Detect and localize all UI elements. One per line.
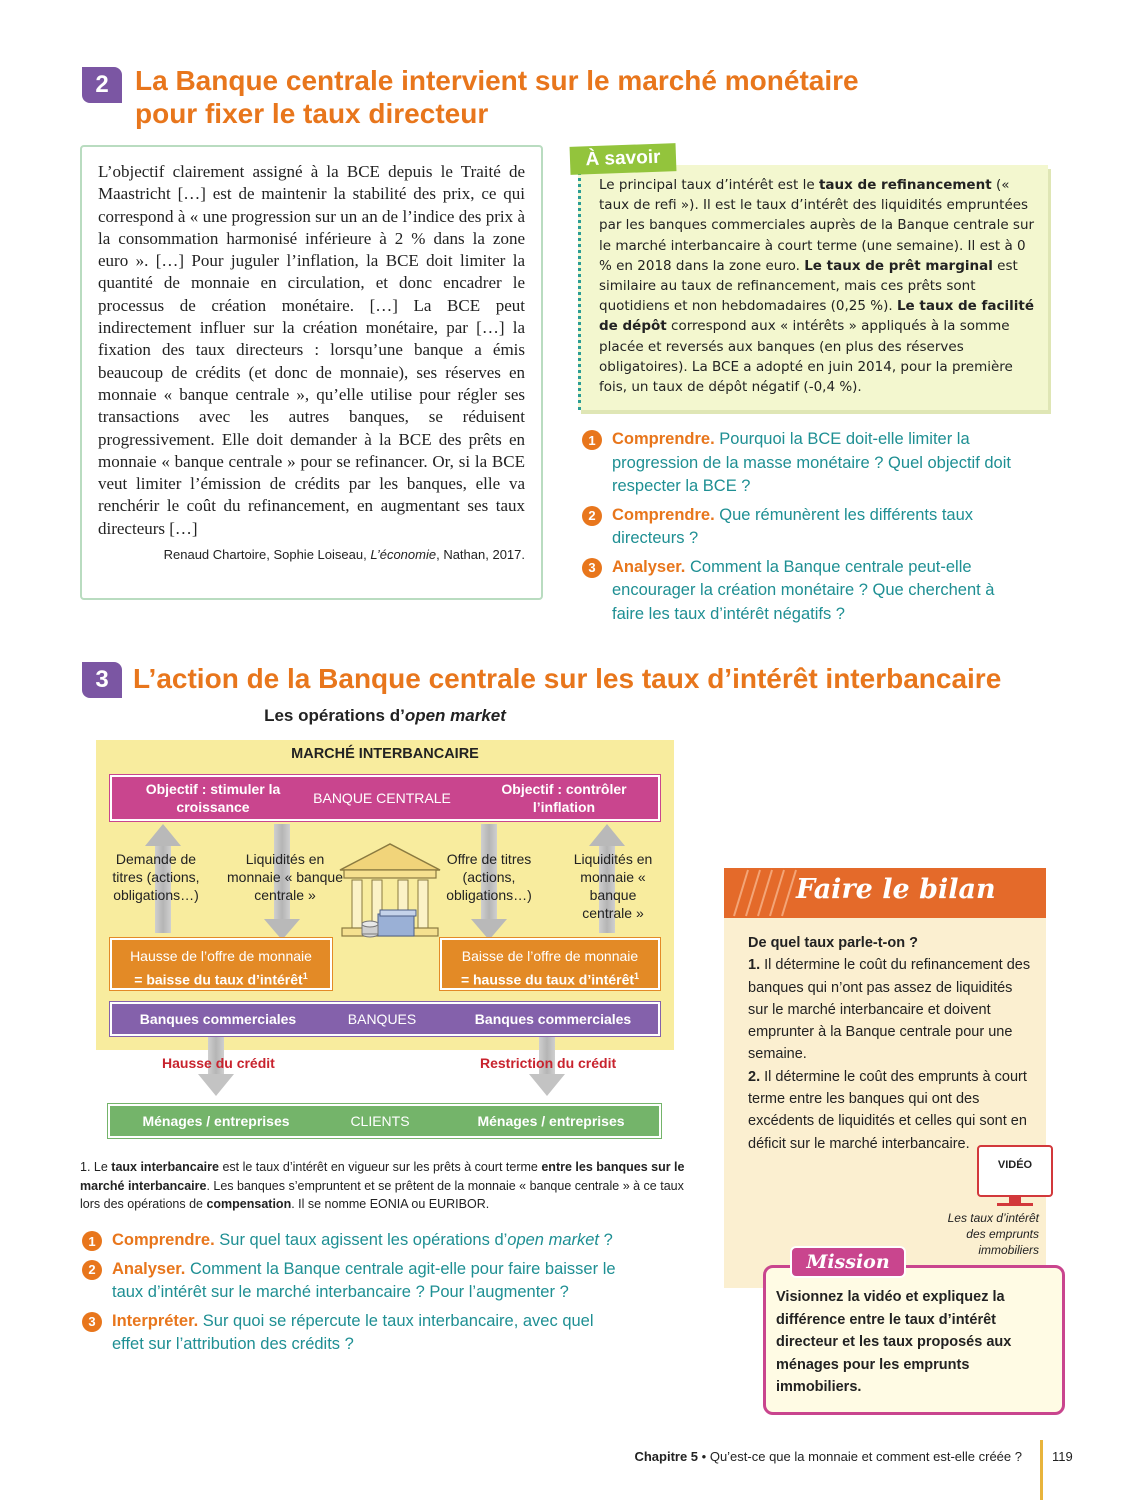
orange-box-right: Baisse de l’offre de monnaie = hausse du taux d’intérêt$^1$: [440, 938, 660, 990]
objective-left: Objectif : stimuler la croissance: [145, 781, 281, 815]
question-item: 2 Comprendre. Que rémunèrent les différents taux directeurs ?: [582, 504, 1012, 551]
banks-right: Banques commerciales: [474, 1011, 632, 1027]
credit-up-label: Hausse du crédit: [162, 1055, 275, 1071]
bank-building-icon: [340, 844, 440, 937]
question-item: 3 Interpréter. Sur quoi se répercute le taux interbancaire, avec quel effet sur l’attribution des crédits ?: [82, 1310, 627, 1357]
question-number: 2: [82, 1260, 102, 1280]
mission-box: [763, 1265, 1065, 1415]
mission-text: Visionnez la vidéo et expliquez la différence entre le taux d’intérêt directeur et les taux proposés aux ménages pour les emprunts immobiliers.: [776, 1289, 1012, 1395]
section-2-title-line1: La Banque centrale intervient sur le marché monétaire: [135, 65, 859, 96]
question-number: 3: [82, 1312, 102, 1332]
questions-section-2: [582, 428, 1012, 631]
source-publisher: , Nathan, 2017.: [436, 547, 525, 563]
orange-box-left: Hausse de l’offre de monnaie = baisse du taux d’intérêt$^1$: [110, 938, 332, 990]
arrow-label-liquidites-left: Liquidités en monnaie « banque centrale »: [227, 851, 343, 903]
bilan-text: De quel taux parle-t-on ? 1. Il détermine le coût du refinancement des banques qui n’ont pas assez de liquidités sur le marché interbancaire et doivent emprunter à la Banque centrale pour une semaine. 2. Il détermine le coût des emprunts à court terme entre les banques qui ont des excédents de liquidités et celles qui sont en déficit sur le marché interbancaire.: [748, 935, 1031, 1152]
credit-down-label: Restriction du crédit: [480, 1055, 617, 1071]
clients-left: Ménages / entreprises: [142, 1113, 290, 1129]
arrow-label-offre: Offre de titres (actions, obligations…): [446, 851, 532, 903]
monitor-base-icon: [997, 1203, 1033, 1206]
question-item: 1 Comprendre. Pourquoi la BCE doit-elle limiter la progression de la masse monétaire ? Quel objectif doit respecter la BCE ?: [582, 428, 1012, 499]
clients-bar: [108, 1104, 661, 1138]
question-item: 1 Comprendre. Sur quel taux agissent les opérations d’open market ?: [82, 1229, 627, 1253]
video-label: VIDÉO: [997, 1159, 1033, 1171]
banks-left: Banques commerciales: [139, 1011, 297, 1027]
source-authors: Renaud Chartoire, Sophie Loiseau,: [163, 547, 371, 563]
market-label: MARCHÉ INTERBANCAIRE: [291, 746, 479, 762]
bilan-title: Faire le bilan: [796, 874, 996, 905]
banque-centrale-bar: [110, 775, 660, 821]
a-savoir-text: Le principal taux d’intérêt est le taux de refinancement (« taux de refi »). Il est le taux d’intérêt des liquidités empruntées par les banques commerciales auprès de la Banque centrale sur le marché interbancaire à court terme (une semaine). Il est à 0 % en 2018 dans la zone euro. Le taux de prêt marginal est similaire au taux de refinancement, mais ces prêts sont quotidiens et non hebdomadaires (0,25 %). Le taux de facilité de dépôt correspond aux « intérêts » appliqués à la somme placée et reversés aux banques (en plus des réserves obligatoires). La BCE a adopté en juin 2014, pour la première fois, un taux de dépôt négatif (-0,4 %).: [599, 177, 1035, 396]
objective-right: Objectif : contrôler l’inflation: [501, 781, 627, 815]
mission-tag: Mission: [790, 1246, 906, 1278]
question-item: 3 Analyser. Comment la Banque centrale peut-elle encourager la création monétaire ? Que cherchent à faire les taux d’intérêt négatifs ?: [582, 556, 1012, 627]
questions-section-3: [82, 1229, 627, 1362]
a-savoir-box: [578, 165, 1048, 410]
clients-center: CLIENTS: [350, 1113, 410, 1129]
arrow-label-liquidites-right: Liquidités en monnaie « banque centrale »: [573, 851, 653, 921]
section-2-title: [135, 64, 895, 130]
question-number: 1: [582, 430, 602, 450]
footnote: 1. Le taux interbancaire est le taux d’intérêt en vigueur sur les prêts à court terme entre les banques sur le marché interbancaire. Les banques s’empruntent et se prêtent de la monnaie « banque centrale » à ce taux lors des opérations de compensation. Il se nomme EONIA ou EURIBOR.: [80, 1160, 685, 1211]
banks-center: BANQUES: [347, 1011, 417, 1027]
arrow-label-demande: Demande de titres (actions, obligations…): [112, 851, 200, 903]
banque-centrale-label: BANQUE CENTRALE: [313, 790, 451, 806]
diagram-title: Les opérations d’open market: [264, 706, 506, 725]
document-source: [98, 547, 525, 562]
section-2-title-line2: pour fixer le taux directeur: [135, 98, 489, 129]
section-2-number: 2: [82, 67, 122, 103]
question-number: 3: [582, 558, 602, 578]
question-number: 1: [82, 1231, 102, 1251]
page-number: 119: [1052, 1449, 1073, 1464]
footer-chapter: Chapitre 5 • Qu’est-ce que la monnaie et comment est-elle créée ?: [634, 1449, 1022, 1464]
a-savoir-tag: À savoir: [570, 143, 677, 175]
video-caption[interactable]: Les taux d’intérêt des emprunts immobiliers: [947, 1211, 1039, 1257]
source-title: L’économie: [370, 547, 437, 563]
banques-bar: [110, 1002, 660, 1036]
bilan-header: [724, 868, 1046, 918]
question-number: 2: [582, 506, 602, 526]
clients-right: Ménages / entreprises: [477, 1113, 625, 1129]
footer-divider: [1040, 1440, 1043, 1500]
document-excerpt: [80, 145, 543, 600]
section-3-number: 3: [82, 662, 122, 698]
video-button[interactable]: [977, 1145, 1053, 1197]
section-3-title: L’action de la Banque centrale sur les taux d’intérêt interbancaire: [133, 663, 1002, 694]
question-item: 2 Analyser. Comment la Banque centrale agit-elle pour faire baisser le taux d’intérêt sur le marché interbancaire ? Pour l’augmenter ?: [82, 1258, 627, 1305]
document-text: L’objectif clairement assigné à la BCE depuis le Traité de Maastricht […] est de maintenir la stabilité des prix, ce qui correspond à « une progression sur un an de l’indice des prix à la consommation harmonisé inférieure à 2 % dans la zone euro ». […] Pour juguler l’inflation, la BCE doit limiter la quantité de monnaie en circulation, et donc encadrer le processus de création monétaire. […] La BCE peut indirectement influer sur la création monétaire, par […] la fixation des taux directeurs : lorsqu’une banque a émis beaucoup de crédits (et donc de monnaie), ses réserves en monnaie « banque centrale », qu’elle utilise pour régler ses transactions avec les autres banques, se réduisent progressivement. Elle doit demander à la BCE des prêts en monnaie « banque centrale » pour se refinancer. Or, si la BCE veut limiter l’émission de crédits par les banques, elle va renchérir le coût du refinancement, en augmentant ses taux directeurs […]: [98, 162, 525, 538]
